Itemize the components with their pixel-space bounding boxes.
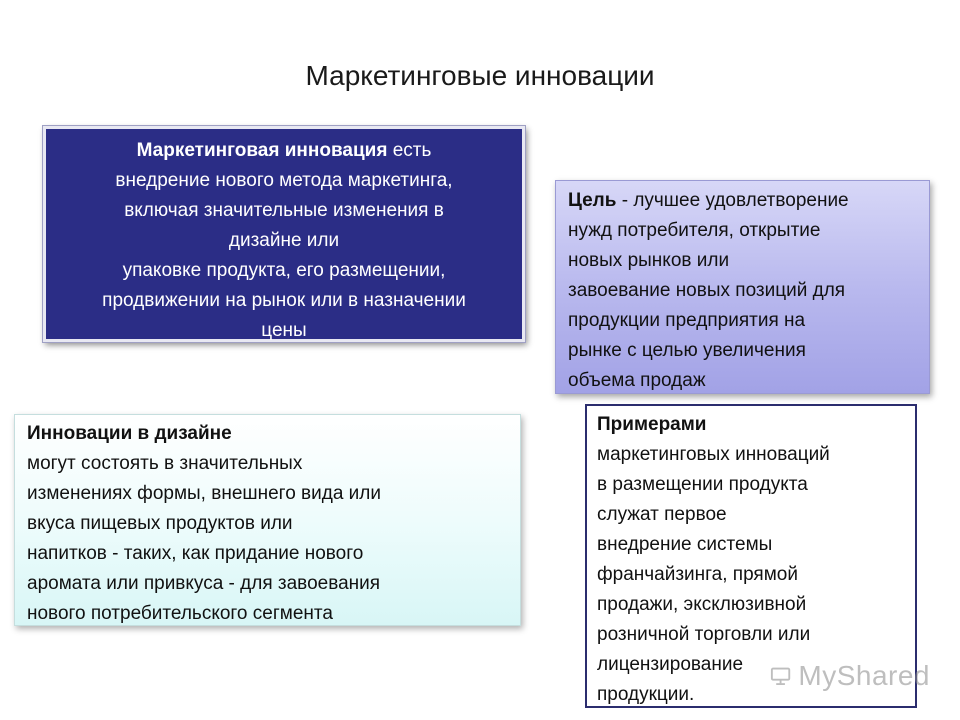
goal-line: завоевание новых позиций для <box>568 280 846 301</box>
examples-line: франчайзинга, прямой <box>597 564 798 585</box>
definition-line: продвижении на рынок или в назначении <box>102 290 466 311</box>
design-line: изменениях формы, внешнего вида или <box>27 483 381 504</box>
examples-line: лицензирование <box>597 654 744 675</box>
definition-box <box>43 126 525 342</box>
definition-line: дизайне или <box>228 230 340 251</box>
goal-box <box>555 180 930 394</box>
design-line: нового потребительского сегмента <box>27 603 333 624</box>
definition-term: Маркетинговая инновация <box>136 140 388 161</box>
examples-line: служат первое <box>597 504 727 525</box>
definition-line: внедрение нового метода маркетинга, <box>115 170 453 191</box>
examples-line: продажи, эксклюзивной <box>597 594 807 615</box>
design-line: напитков - таких, как придание нового <box>27 543 364 564</box>
definition-line: упаковке продукта, его размещении, <box>122 260 446 281</box>
goal-first-line-rest: - лучшее удовлетворение <box>616 190 849 211</box>
design-box <box>14 414 521 626</box>
goal-line: продукции предприятия на <box>568 310 806 331</box>
examples-heading: Примерами <box>597 414 707 435</box>
examples-line: продукции. <box>597 684 695 705</box>
goal-term: Цель <box>568 190 617 211</box>
goal-line: рынке с целью увеличения <box>568 340 806 361</box>
watermark <box>770 656 930 696</box>
examples-line: внедрение системы <box>597 534 773 555</box>
slide-title: Маркетинговые инновации <box>305 60 655 91</box>
examples-line: в размещении продукта <box>597 474 808 495</box>
projector-screen-icon <box>770 661 792 691</box>
goal-line: объема продаж <box>568 370 706 391</box>
goal-line: нужд потребителя, открытие <box>568 220 821 241</box>
definition-line: включая значительные изменения в <box>124 200 444 221</box>
examples-line: розничной торговли или <box>597 624 811 645</box>
definition-line: цены <box>261 320 307 341</box>
definition-term-suffix: есть <box>387 140 432 161</box>
design-line: могут состоять в значительных <box>27 453 303 474</box>
examples-line: маркетинговых инноваций <box>597 444 830 465</box>
goal-first-line <box>568 186 919 216</box>
definition-first-line <box>56 136 512 166</box>
goal-line: новых рынков или <box>568 250 730 271</box>
design-heading: Инновации в дизайне <box>27 423 232 444</box>
design-line: вкуса пищевых продуктов или <box>27 513 293 534</box>
watermark-text: MyShared <box>798 660 930 691</box>
design-line: аромата или привкуса - для завоевания <box>27 573 381 594</box>
